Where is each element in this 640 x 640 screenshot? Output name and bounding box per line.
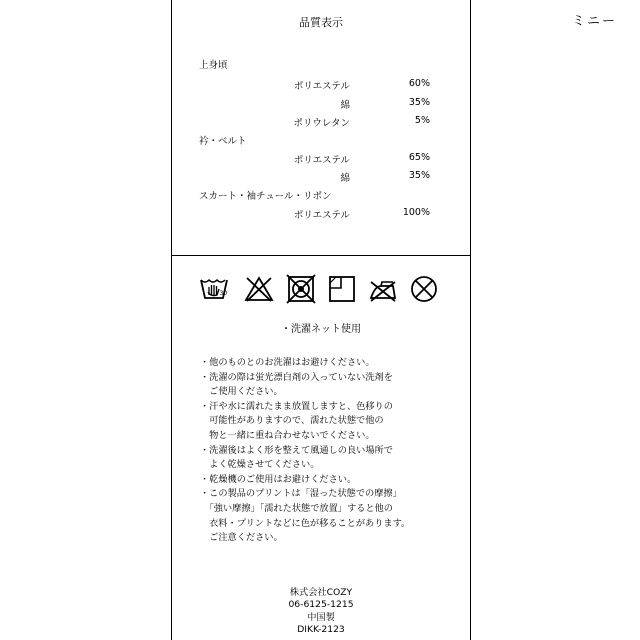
- material-name: ポリウレタン: [293, 118, 350, 129]
- care-note-line: ご使用ください。: [200, 386, 283, 398]
- net-usage-note: ・洗濯ネット使用: [281, 324, 361, 335]
- svg-text:30: 30: [219, 290, 228, 297]
- no-bleach-icon: [244, 274, 274, 304]
- material-percent: 60%: [408, 78, 430, 89]
- material-name: ポリエステル: [293, 81, 350, 92]
- section-name: 上身頃: [199, 60, 228, 71]
- line-dry-shade-icon: [327, 274, 357, 304]
- material-percent: 35%: [408, 170, 430, 181]
- care-note-line: ・洗濯後はよく形を整えて風通しの良い場所で: [200, 444, 393, 456]
- material-percent: 65%: [408, 152, 430, 163]
- material-name: 綿: [340, 100, 350, 111]
- care-note-line: ・この製品のプリントは「湿った状態での摩擦」: [200, 488, 402, 500]
- no-tumble-dry-icon: [286, 274, 316, 304]
- company-phone: 06-6125-1215: [288, 599, 354, 611]
- company-name: 株式会社COZY: [289, 587, 353, 598]
- care-note-line: 可能性がありますので、濡れた状態で他の: [200, 415, 384, 427]
- material-percent: 5%: [414, 115, 430, 126]
- care-note-line: 物と一緒に重ね合わせないでください。: [200, 429, 375, 441]
- care-note-line: ・洗濯の際は蛍光漂白剤の入っていない洗剤を: [200, 371, 393, 383]
- product-code: DIKK-2123: [297, 624, 345, 636]
- no-dry-clean-icon: [409, 274, 439, 304]
- section-name: スカート・袖チュール・リボン: [199, 191, 332, 202]
- care-note-line: 衣料・プリントなどに色が移ることがあります。: [200, 517, 411, 529]
- care-note-line: ・他のものとのお洗濯はお避けください。: [200, 357, 375, 368]
- material-percent: 100%: [402, 207, 430, 218]
- corner-label: ミニー: [572, 14, 618, 29]
- care-note-line: よく乾燥させてください。: [200, 459, 320, 471]
- quality-title: 品質表示: [299, 16, 343, 29]
- care-note-line: ・汗や水に濡れたまま放置しますと、色移りの: [200, 400, 393, 412]
- material-percent: 35%: [408, 97, 430, 108]
- section-name: 衿・ベルト: [199, 136, 247, 147]
- care-note-line: 「強い摩擦」「濡れた状態で放置」すると他の: [200, 502, 393, 514]
- care-icons: [199, 274, 444, 304]
- material-name: ポリエステル: [293, 155, 350, 166]
- footer: [171, 587, 471, 637]
- material-name: 綿: [340, 173, 350, 184]
- care-note-line: ・乾燥機のご使用はお避けください。: [200, 473, 357, 485]
- material-name: ポリエステル: [293, 210, 350, 221]
- hand-wash-30-icon: [199, 274, 229, 304]
- care-note-line: ご注意ください。: [200, 532, 283, 544]
- country-of-origin: 中国製: [307, 611, 335, 623]
- label-divider: [171, 255, 471, 256]
- no-iron-icon: [368, 274, 398, 304]
- care-notes: [200, 356, 465, 546]
